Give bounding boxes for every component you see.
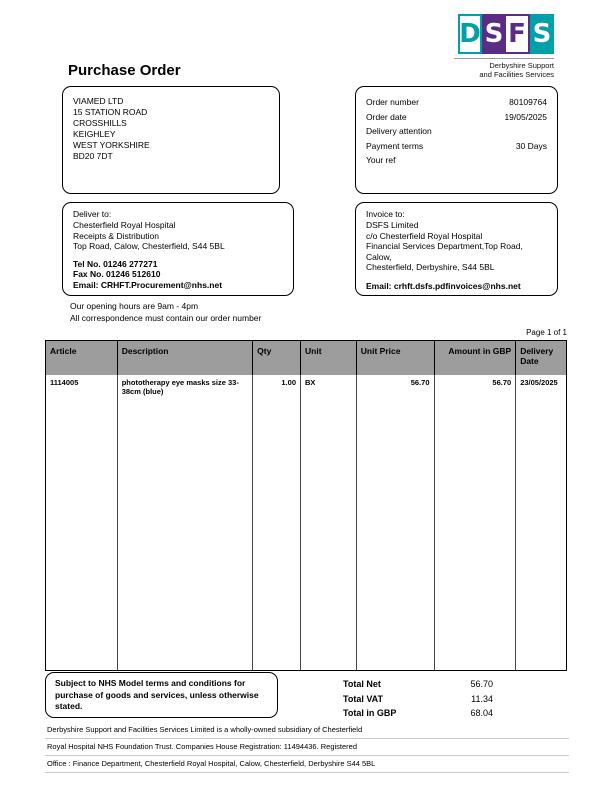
table-header-row [46,341,566,375]
header-description: Description [118,341,253,375]
logo-tagline [454,58,554,79]
header-delivery-date: Delivery Date [516,341,566,375]
header-unit: Unit [301,341,357,375]
order-number-label: Order number [366,97,419,107]
order-number-row [366,95,547,110]
opening-hours-note: Our opening hours are 9am - 4pm [70,301,199,311]
total-vat-value: 11.34 [471,693,493,704]
your-ref-row [366,153,547,168]
logo-tagline-line2: and Facilities Services [479,70,554,79]
logo-letter-s1-icon: S [482,14,506,54]
order-number-value: 80109764 [509,97,547,107]
order-info-box [355,86,558,194]
cell-amount: 56.70 [435,375,517,670]
total-gbp-label: Total in GBP [343,708,397,718]
payment-terms-row [366,139,547,154]
order-date-label: Order date [366,111,407,122]
order-date-row [366,110,547,125]
delivery-attention-row [366,124,547,139]
invoice-to-email: Email: crhft.dsfs.pdfinvoices@nhs.net [366,280,521,291]
deliver-to-fax: Fax No. 01246 512610 [73,269,161,279]
logo-letter-f-icon: F [506,14,530,54]
supplier-address-line: KEIGHLEY [73,129,116,139]
invoice-to-line: Financial Services Department,Top Road, Calow, [366,241,523,262]
deliver-to-heading: Deliver to: [73,209,112,219]
supplier-address-line: 15 STATION ROAD [73,107,148,117]
footer-line: Derbyshire Support and Facilities Services Limited is a wholly-owned subsidiary of Chesterfield [45,722,569,739]
cell-article: 1114005 [46,375,118,670]
supplier-name: VIAMED LTD [73,96,124,106]
total-vat-label: Total VAT [343,693,383,704]
header-unit-price: Unit Price [357,341,435,375]
total-gbp-row [343,706,493,721]
supplier-address-box [62,86,280,194]
your-ref-label: Your ref [366,155,396,165]
invoice-to-line: c/o Chesterfield Royal Hospital [366,230,483,241]
total-net-row [343,677,493,692]
total-net-label: Total Net [343,679,381,689]
deliver-to-tel: Tel No. 01246 277271 [73,258,158,269]
payment-terms-value: 30 Days [515,140,547,151]
terms-box: Subject to NHS Model terms and conditions for purchase of goods and services, unless otherwise stated. [45,672,278,718]
total-vat-row [343,692,493,707]
cell-unit-price: 56.70 [357,375,435,670]
deliver-to-line: Chesterfield Royal Hospital [73,220,176,230]
deliver-to-line: Top Road, Calow, Chesterfield, S44 5BL [73,241,225,251]
logo-tagline-line1: Derbyshire Support [489,61,554,70]
cell-unit: BX [301,375,357,670]
deliver-to-box [62,202,294,296]
legal-footer [45,722,569,773]
supplier-address-line: CROSSHILLS [73,118,127,128]
total-net-value: 56.70 [470,679,493,689]
footer-line: Office : Finance Department, Chesterfield Royal Hospital, Calow, Chesterfield, Derbyshire S44 5BL [45,756,569,773]
logo-letter-s2-icon: S [530,14,554,54]
cell-description: phototherapy eye masks size 33-38cm (blue) [118,375,253,670]
delivery-attention-label: Delivery attention [366,126,432,136]
total-gbp-value: 68.04 [470,708,493,718]
invoice-to-line: Chesterfield, Derbyshire, S44 5BL [366,262,495,272]
footer-line: Royal Hospital NHS Foundation Trust. Companies House Registration: 11494436. Registered [45,739,569,756]
order-date-value: 19/05/2025 [504,111,547,122]
correspondence-note: All correspondence must contain our order number [70,313,262,323]
invoice-to-line: DSFS Limited [366,220,419,230]
supplier-postcode: BD20 7DT [73,151,113,161]
order-notes [70,300,261,324]
supplier-address-line: WEST YORKSHIRE [73,140,150,150]
cell-qty: 1.00 [253,375,301,670]
page-title: Purchase Order [68,62,181,79]
header-qty: Qty [253,341,301,375]
dsfs-logo [454,14,554,79]
cell-delivery-date: 23/05/2025 [520,378,558,387]
dsfs-logo-letters [454,14,554,54]
table-row [46,375,566,670]
invoice-to-box [355,202,558,296]
logo-letter-d-icon: D [458,14,482,54]
payment-terms-label: Payment terms [366,140,424,151]
deliver-to-line: Receipts & Distribution [73,230,159,241]
page-number-label: Page 1 of 1 [526,328,567,337]
deliver-to-email: Email: CRHFT.Procurement@nhs.net [73,279,223,290]
line-items-table [45,340,567,671]
header-amount-in-gbp: Amount in GBP [435,341,517,375]
header-article: Article [46,341,118,375]
deliver-to-contact [73,259,283,291]
totals-block [343,677,493,721]
invoice-to-heading: Invoice to: [366,209,405,219]
